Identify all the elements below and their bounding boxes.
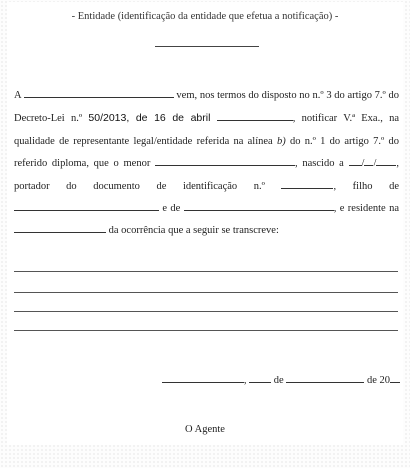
text-occurrence: da ocorrência que a seguir se transcreve: — [108, 225, 279, 237]
text-born: , nascido a — [295, 158, 344, 170]
notification-body — [14, 85, 399, 243]
text-legal-basis: vem, nos termos do disposto no n.º 3 do artigo 7.º do Decreto-Lei n.º — [14, 90, 399, 125]
text-id-document: , portador do documento de identificação n.º — [14, 158, 400, 192]
text-notify: , notificar V.ª Exa., na qualidade de representante legal/entidade referida na alínea — [14, 113, 400, 147]
day-blank[interactable] — [249, 374, 271, 383]
father-name-blank[interactable] — [14, 202, 159, 211]
agent-signature-label: O Agente — [185, 424, 225, 435]
form-page — [7, 2, 403, 445]
birth-day-blank[interactable] — [349, 157, 362, 166]
text-minor: do n.º 1 do artigo 7.º do referido diploma, que o menor — [14, 135, 400, 170]
text-resident: , e residente na — [333, 203, 400, 215]
entity-name-blank[interactable] — [24, 89, 174, 98]
date-de-20: de 20 — [366, 375, 390, 386]
residence-blank[interactable] — [14, 224, 106, 233]
decree-reference: 50/2013, de 16 de abril — [88, 112, 211, 125]
text-and-of: e de — [162, 203, 181, 215]
date-de-1: de — [273, 375, 284, 386]
date-sep-1: / — [361, 158, 365, 170]
occurrence-line-3[interactable] — [14, 311, 398, 312]
occurrence-line-4[interactable] — [14, 330, 398, 331]
minor-name-blank[interactable] — [155, 157, 295, 166]
occurrence-line-1[interactable] — [14, 271, 398, 272]
place-date-line — [7, 374, 400, 386]
date-sep-2: / — [373, 158, 377, 170]
id-number-blank[interactable] — [281, 180, 333, 189]
mother-name-blank[interactable] — [184, 202, 334, 211]
text-a: A — [14, 90, 22, 101]
alinea-letter: b) — [276, 135, 286, 147]
decree-blank[interactable] — [217, 112, 293, 121]
text-son-of: , filho de — [333, 180, 399, 192]
occurrence-line-2[interactable] — [14, 292, 398, 293]
place-blank[interactable] — [162, 374, 244, 383]
year-blank[interactable] — [390, 374, 400, 383]
entity-signature-line — [155, 46, 259, 47]
entity-heading: - Entidade (identificação da entidade que efetua a notificação) - — [71, 11, 339, 22]
month-blank[interactable] — [286, 374, 364, 383]
birth-year-blank[interactable] — [376, 157, 396, 166]
date-comma: , — [243, 375, 247, 386]
